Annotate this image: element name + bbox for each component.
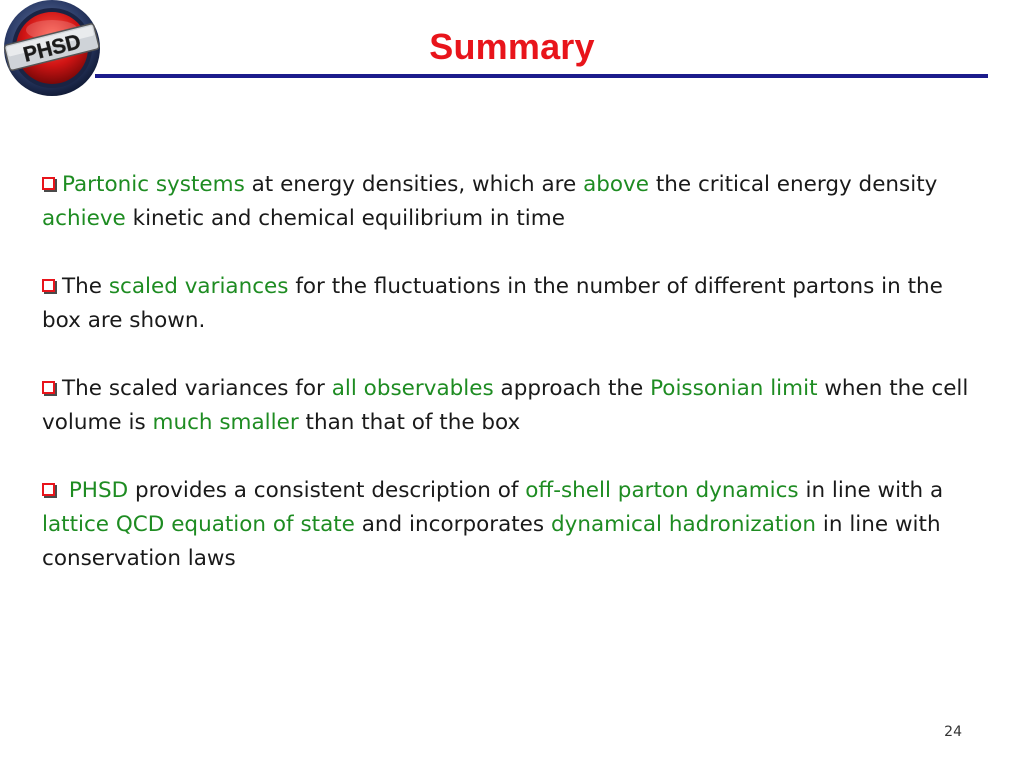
bullet-text: in line with conservation laws xyxy=(42,512,941,571)
highlighted-term: achieve xyxy=(42,206,126,231)
highlighted-term: PHSD xyxy=(62,478,129,503)
bullet-text: kinetic and chemical equilibrium in time xyxy=(125,206,565,231)
title-divider xyxy=(95,74,988,78)
summary-bullet xyxy=(42,474,977,576)
bullet-text: provides a consistent description of xyxy=(128,478,526,503)
bullet-text: when the cell volume is xyxy=(42,376,969,435)
checkbox-bullet-icon xyxy=(42,483,55,496)
highlighted-term: lattice QCD equation of state xyxy=(42,512,355,537)
checkbox-bullet-icon xyxy=(42,279,55,292)
highlighted-term: all observables xyxy=(331,376,494,401)
highlighted-term: much smaller xyxy=(152,410,299,435)
summary-bullet xyxy=(42,270,977,338)
highlighted-term: dynamical hadronization xyxy=(550,512,817,537)
highlighted-term: off-shell parton dynamics xyxy=(525,478,799,503)
bullet-text: than that of the box xyxy=(298,410,521,435)
highlighted-term: Partonic systems xyxy=(62,172,245,197)
logo-text: PHSD xyxy=(21,30,84,67)
summary-bullet-list xyxy=(42,168,977,610)
bullet-text: The scaled variances for xyxy=(62,376,332,401)
checkbox-bullet-icon xyxy=(42,177,55,190)
bullet-text: in line with a xyxy=(798,478,944,503)
highlighted-term: above xyxy=(583,172,650,197)
bullet-text: the critical energy density xyxy=(649,172,938,197)
bullet-text: approach the xyxy=(493,376,651,401)
checkbox-bullet-icon xyxy=(42,381,55,394)
summary-bullet xyxy=(42,372,977,440)
highlighted-term: Poissonian limit xyxy=(650,376,818,401)
bullet-text: and incorporates xyxy=(354,512,551,537)
bullet-text: for the fluctuations in the number of different partons in the box are shown. xyxy=(42,274,943,333)
bullet-text: The xyxy=(62,274,109,299)
slide-page-number: 24 xyxy=(944,724,962,740)
bullet-text: at energy densities, which are xyxy=(244,172,584,197)
summary-bullet xyxy=(42,168,977,236)
slide-title: Summary xyxy=(429,26,595,67)
highlighted-term: scaled variances xyxy=(108,274,289,299)
